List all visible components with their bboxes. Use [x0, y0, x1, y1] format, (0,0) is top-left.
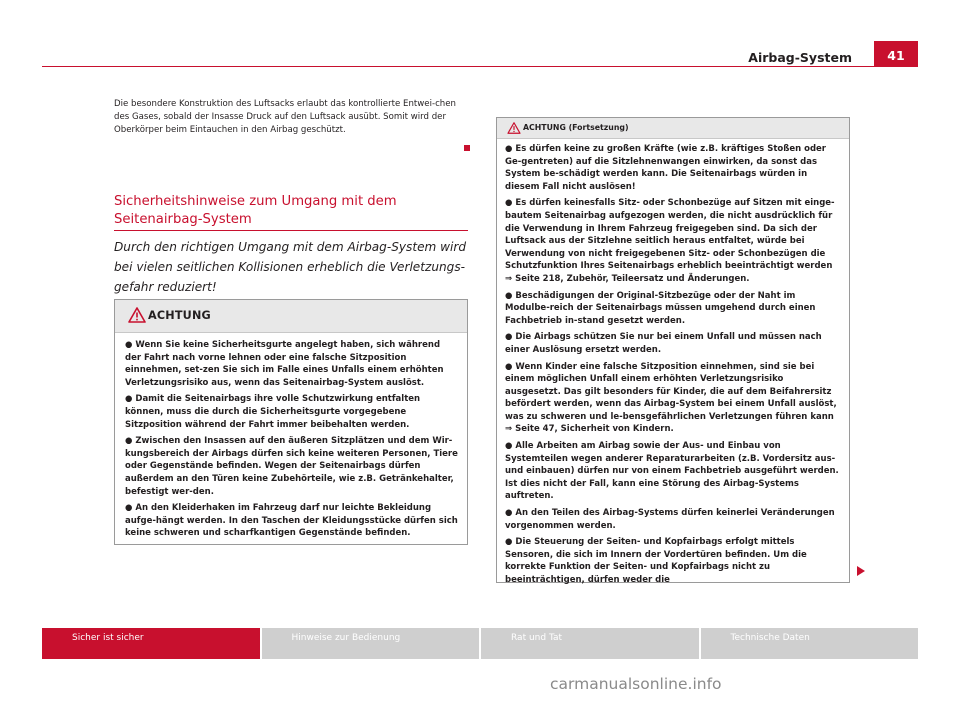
warning-item: ● Die Airbags schützen Sie nur bei einem Unfall und müssen nach einer Auslösung ersetzt werden.	[505, 332, 822, 355]
bullet: ●	[505, 290, 513, 301]
bullet: ●	[505, 332, 513, 343]
warning-item: ● An den Teilen des Airbag-Systems dürfen keinerlei Veränderungen vorgenommen werden.	[505, 508, 835, 531]
warning-triangle-icon	[507, 122, 521, 134]
header-rule	[42, 66, 918, 67]
warning-item: ● Alle Arbeiten am Airbag sowie der Aus- und Einbau von Systemteilen wegen anderer Reparaturarbeiten (z.B. Vordersitz aus- und einbauen) dürfen nur von einem Fachbetrieb ausgeführt werden. Ist dies nicht der Fall, kann eine Störung des Airbag-Systems auftreten.	[505, 441, 839, 502]
footer-tab-hinweise-zur-bedienung[interactable]: Hinweise zur Bedienung	[262, 628, 482, 659]
bullet: ●	[125, 340, 133, 350]
end-of-section-marker	[464, 145, 470, 151]
warning-title: ACHTUNG	[148, 309, 211, 322]
footer-tab-sicher-ist-sicher[interactable]: Sicher ist sicher	[42, 628, 262, 659]
warning-body	[115, 333, 467, 540]
warning-item: ● Wenn Sie keine Sicherheitsgurte angelegt haben, sich während der Fahrt nach vorne lehnen oder eine falsche Sitzposition einnehmen, set-zen Sie sich im Falle eines Unfalls einem erhöhten Verletzungsrisiko aus, wenn das Seitenairbag-System auslöst.	[125, 340, 444, 388]
warning-item: ● Es dürfen keinesfalls Sitz- oder Schonbezüge auf Sitzen mit einge-bautem Seitenairbag aufgezogen werden, die nicht ausdrücklich für die Verwendung in Ihrem Fahrzeug freigegeben sind. Da sich der Luftsack aus der Sitzlehne seitlich heraus entfaltet, würde bei Verwendung von nicht freigegebenen Sitz- oder Schonbezügen die Schutzfunktion Ihres Seitenairbags erheblich beeinträchtigt werden ⇒ Seite 218, Zubehör, Teileersatz und Änderungen.	[505, 198, 835, 284]
bullet: ●	[505, 537, 513, 548]
section-heading: Sicherheitshinweise zum Umgang mit dem Seitenairbag-System	[114, 194, 397, 227]
warning-item: ● An den Kleiderhaken im Fahrzeug darf nur leichte Bekleidung aufge-hängt werden. In den Taschen der Kleidungsstücke dürfen sich keine schweren und scharfkantigen Gegenstände befinden.	[125, 503, 458, 539]
page-title: Airbag-System	[748, 50, 852, 65]
warning-triangle-icon	[128, 307, 146, 323]
footer-nav	[42, 628, 918, 659]
warning-continued-header	[497, 118, 849, 139]
bullet: ●	[505, 144, 513, 154]
bullet: ●	[505, 198, 513, 209]
continue-arrow-icon	[857, 566, 865, 576]
bullet: ●	[505, 508, 513, 519]
warning-continued-title: ACHTUNG (Fortsetzung)	[523, 123, 629, 132]
warning-item: ● Es dürfen keine zu großen Kräfte (wie z.B. kräftiges Stoßen oder Ge-gentreten) auf die Sitzlehnenwangen einwirken, da sonst das System be-schädigt werden kann. Die Seitenairbags würden in diesem Fall nicht auslösen!	[505, 144, 826, 192]
warning-header	[115, 300, 467, 333]
warning-item: ● Die Steuerung der Seiten- und Kopfairbags erfolgt mittels Sensoren, die sich im Innern der Vordertüren befinden. Um die korrekte Funktion der Seiten- und Kopfairbags nicht zu beeinträchtigen, dürfen weder die	[505, 537, 807, 585]
warning-continued-box	[496, 117, 850, 583]
warning-item: ● Damit die Seitenairbags ihre volle Schutzwirkung entfalten können, muss die durch die Sicherheitsgurte vorgegebene Sitzposition während der Fahrt immer beibehalten werden.	[125, 394, 421, 430]
page-number: 41	[874, 41, 918, 67]
intro-paragraph: Die besondere Konstruktion des Luftsacks erlaubt das kontrollierte Entwei-chen des Gases, sobald der Insasse Druck auf den Luftsack ausübt. Somit wird der Oberkörper beim Eintauchen in den Airbag geschützt.	[114, 99, 456, 135]
lead-paragraph: Durch den richtigen Umgang mit dem Airbag-System wird bei vielen seitlichen Kollisionen erheblich die Verletzungs-gefahr reduziert!	[114, 240, 467, 294]
warning-box	[114, 299, 468, 545]
footer-tab-technische-daten[interactable]: Technische Daten	[701, 628, 919, 659]
intro-block	[114, 98, 470, 137]
bullet: ●	[125, 394, 133, 405]
warning-continued-body	[497, 139, 849, 587]
watermark: carmanualsonline.info	[550, 675, 722, 693]
section-rule	[114, 230, 468, 231]
bullet: ●	[505, 361, 513, 372]
warning-item: ● Zwischen den Insassen auf den äußeren Sitzplätzen und dem Wir-kungsbereich der Airbags dürfen sich keine weiteren Personen, Tiere oder Gegenstände befinden. Wegen der Seitenairbags dürfen außerdem an den Türen keine Zubehörteile, wie z.B. Getränkehalter, befestigt wer-den.	[125, 436, 458, 497]
footer-tab-rat-und-tat[interactable]: Rat und Tat	[481, 628, 701, 659]
warning-item: ● Wenn Kinder eine falsche Sitzposition einnehmen, sind sie bei einem möglichen Unfall einem erhöhten Verletzungsrisiko ausgesetzt. Das gilt besonders für Kinder, die auf dem Beifahrersitz befördert werden, wenn das Airbag-System bei einem Unfall auslöst, was zu schweren und le-bensgefährlichen Verletzungen führen kann ⇒ Seite 47, Sicherheit von Kindern.	[505, 361, 837, 435]
bullet: ●	[125, 436, 133, 447]
bullet: ●	[505, 441, 513, 452]
warning-item: ● Beschädigungen der Original-Sitzbezüge oder der Naht im Modulbe-reich der Seitenairbags müssen umgehend durch einen Fachbetrieb in-stand gesetzt werden.	[505, 290, 816, 326]
bullet: ●	[125, 503, 133, 514]
